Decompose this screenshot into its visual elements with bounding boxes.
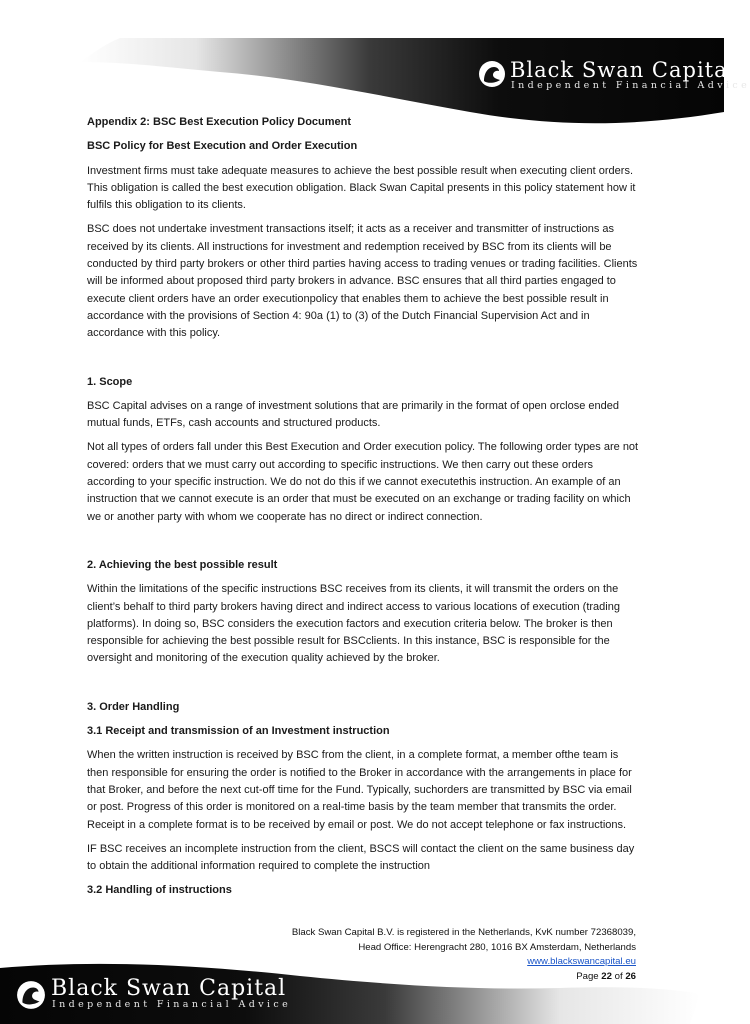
footer-brand-tagline: Independent Financial Advice xyxy=(52,999,292,1010)
intro-paragraph-1: Investment firms must take adequate measures to achieve the best possible result when executing client orders. This obligation is called the best execution obligation. Black Swan Capital presents in this policy statement how it fulfils this obligation to its clients. xyxy=(87,164,636,212)
section-1-heading: 1. Scope xyxy=(87,375,133,388)
section-3-heading: 3. Order Handling xyxy=(87,700,180,713)
header-brand-tagline: Independent Financial Advice xyxy=(511,80,750,91)
page-current: 22 xyxy=(601,970,612,982)
footer-brand xyxy=(16,976,292,1016)
swan-logo-icon xyxy=(16,980,46,1010)
intro-paragraph-2: BSC does not undertake investment transactions itself; it acts as a receiver and transmitter of instructions as received by its clients. All instructions for investment and redemption received by BSC from its clients will be conducted by third party brokers or other third parties having access to trading venues or trading facilities. Clients will be informed about proposed third party brokers in advance. BSC ensures that all third parties engaged to execute client orders have an order executionpolicy that enables them to achieve the best possible result in accordance with the provisions of Section 4: 90a (1) to (3) of the Dutch Financial Supervision Act and in accordance with this policy. xyxy=(87,223,638,340)
page-of: of xyxy=(614,970,623,982)
appendix-title: Appendix 2: BSC Best Execution Policy Document xyxy=(87,116,352,128)
section-3-1-heading: 3.1 Receipt and transmission of an Investment instruction xyxy=(87,725,390,738)
footer-address: Head Office: Herengracht 280, 1016 BX Amsterdam, Netherlands xyxy=(358,941,636,953)
section-spacer xyxy=(87,350,642,374)
swan-logo-icon xyxy=(478,60,506,88)
section-3-2-heading: 3.2 Handling of instructions xyxy=(87,884,232,897)
footer-brand-name: Black Swan Capital xyxy=(51,976,287,1001)
header-brand xyxy=(478,58,750,94)
section-1-paragraph-1: BSC Capital advises on a range of investment solutions that are primarily in the format of open orclose ended mutual funds, ETFs, cash accounts and structured products. xyxy=(87,399,619,430)
page-label: Page xyxy=(576,970,599,982)
document-body xyxy=(87,114,642,907)
section-2-paragraph-1: Within the limitations of the specific instructions BSC receives from its clients, it will transmit the orders on the client’s behalf to third party brokers having direct and indirect access to various locations of execution (trading platforms). In doing so, BSC considers the execution factors and execution criteria below. The broker is then responsible for achieving the best possible result for BSCclients. In this instance, BSC is responsible for the oversight and monitoring of the execution quality achieved by the broker. xyxy=(87,583,620,665)
footer-registration: Black Swan Capital B.V. is registered in the Netherlands, KvK number 72368039, xyxy=(291,927,636,938)
footer-website-link[interactable]: www.blackswancapital.eu xyxy=(527,956,636,967)
section-3-1-paragraph-1: When the written instruction is received by BSC from the client, in a complete format, a member ofthe team is then responsible for ensuring the order is notified to the Broker in accordance with the arrangements in place for that Broker, and before the next cut-off time for the Fund. Typically, suchorders are transmitted by BSC via email or post. Progress of this order is monitored on a real-time basis by the team member that transmits the order. Receipt in a complete format is to be received by email or post. We do not accept telephone or fax instructions. xyxy=(87,749,632,831)
section-3-1-paragraph-2: IF BSC receives an incomplete instruction from the client, BSCS will contact the client on the same business day to obtain the additional information required to complete the instruction xyxy=(87,842,635,873)
section-2-heading: 2. Achieving the best possible result xyxy=(87,558,278,571)
section-1-paragraph-2: Not all types of orders fall under this Best Execution and Order execution policy. The following order types are not covered: orders that we must carry out according to specific instructions. We then carry out these orders according to your specific instruction. We do not do this if we cannot executethis instruction. An example of an instruction that we cannot execute is an order that must be executed on an exchange or trading facility on which we or another party with whom we cooperate has no direct or indirect connection. xyxy=(87,441,639,523)
section-spacer xyxy=(87,533,642,557)
section-spacer xyxy=(87,675,642,699)
policy-title: BSC Policy for Best Execution and Order Execution xyxy=(87,140,358,153)
page-total: 26 xyxy=(625,970,636,982)
header-brand-name: Black Swan Capital xyxy=(510,58,736,82)
